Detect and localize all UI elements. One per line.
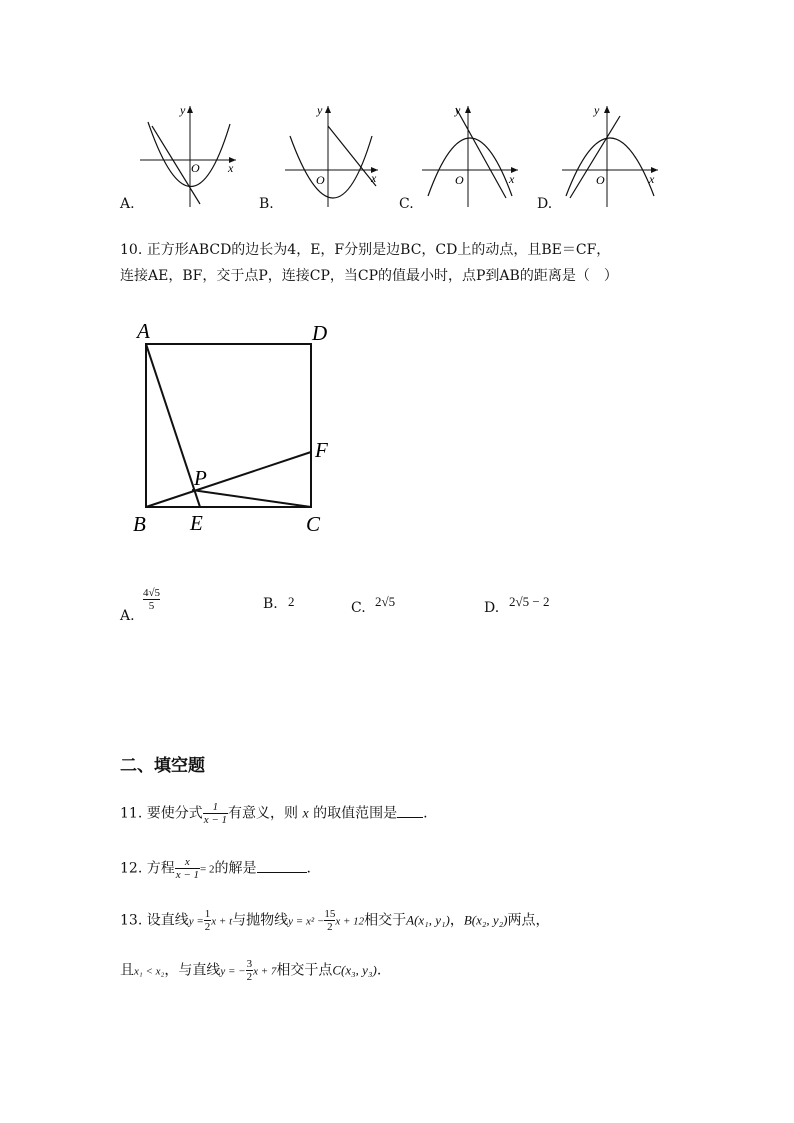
- q10-line-1: 10. 正方形ABCD的边长为4，E，F分别是边BC，CD上的动点，且BE＝CF，: [120, 242, 611, 258]
- graph-a-origin: O: [191, 161, 200, 175]
- graph-b-y-label: y: [317, 103, 323, 117]
- q11-end: .: [423, 805, 428, 822]
- q12-number: 12.: [120, 860, 143, 877]
- q13-line2-lhs: y = −: [220, 965, 246, 978]
- q13-para-frac-num: 15: [324, 908, 336, 920]
- q13-end1: 两点，: [507, 912, 550, 929]
- q13-para-lhs: y = x² −: [288, 915, 325, 928]
- q11-mid: 有意义，则: [228, 805, 299, 822]
- graph-c: [422, 103, 518, 207]
- q10-option-a-numerator: 4√5: [143, 587, 161, 599]
- q10-option-c-value: 2√5: [375, 594, 396, 609]
- q10-option-a-label: A.: [120, 608, 135, 624]
- graph-d: [562, 103, 658, 207]
- q12-frac-den: x − 1: [175, 869, 200, 881]
- q13-line2-post: 相交于点: [276, 962, 333, 979]
- graph-c-y-label: y: [455, 103, 461, 117]
- q11: [120, 801, 428, 826]
- graph-a-y-label: y: [180, 103, 186, 117]
- q10-option-d-label: D.: [484, 600, 500, 616]
- point-p-label: P: [194, 466, 207, 490]
- q13-para-frac-den: 2: [324, 920, 335, 933]
- graph-c-origin: O: [455, 173, 464, 187]
- q10-square-figure: [125, 315, 345, 545]
- q12-pre: 方程: [146, 860, 175, 877]
- q13-line2-mid: ，与直线: [164, 962, 221, 979]
- q13-number: 13.: [120, 912, 143, 929]
- q10-option-a-denominator: 5: [143, 599, 160, 612]
- q11-frac-den: x − 1: [203, 814, 228, 826]
- q9-option-d: D.: [537, 196, 553, 212]
- q13-line2-rhs: x + 7: [253, 965, 277, 978]
- q13-line-1: [120, 908, 550, 933]
- q11-answer-blank[interactable]: [397, 805, 423, 818]
- segment-bf: [146, 452, 311, 507]
- q13-line2-frac-den: 2: [246, 971, 253, 983]
- graph-a: [140, 103, 236, 207]
- q12-post: 的解是: [214, 860, 257, 877]
- q13-sep: ，: [449, 912, 464, 929]
- q13-point-c: C(x₃, y₃): [332, 962, 377, 978]
- point-c-label: C: [306, 512, 321, 536]
- graph-d-origin: O: [596, 173, 605, 187]
- q12-end: .: [306, 860, 311, 877]
- q11-var: x: [302, 806, 309, 822]
- q12-frac-num: x: [184, 856, 190, 868]
- q10-option-b-value: 2: [288, 594, 295, 609]
- q10-option-c-label: C.: [351, 600, 366, 616]
- q13-condition: x₁ < x₂: [134, 965, 165, 978]
- q13-para-fraction: [324, 908, 335, 933]
- point-f-label: F: [315, 438, 328, 462]
- point-e-label: E: [190, 511, 203, 535]
- q9-option-c: C.: [399, 196, 414, 212]
- q13-pre: 设直线: [146, 912, 189, 929]
- segment-pc: [192, 490, 311, 507]
- q10-option-a-value: [143, 587, 173, 612]
- graph-d-y-label: y: [594, 103, 600, 117]
- q10-option-d-value: 2√5 − 2: [509, 594, 550, 609]
- q10-option-b-label: B.: [263, 596, 278, 612]
- graph-b-x-label: x: [371, 171, 377, 185]
- q13-point-a: A(x₁, y₁): [406, 912, 450, 928]
- q13-line-frac-num: 1: [204, 908, 211, 920]
- graph-b: [285, 103, 378, 207]
- point-d-label: D: [312, 321, 328, 345]
- segment-ae: [146, 344, 200, 507]
- q13-end2: .: [376, 962, 382, 979]
- square-abcd: [146, 344, 311, 507]
- q12-eq: = 2: [200, 863, 215, 876]
- graph-b-origin: O: [316, 173, 325, 187]
- point-b-label: B: [133, 512, 146, 536]
- q12: [120, 856, 311, 881]
- graph-d-x-label: x: [649, 172, 655, 186]
- q13-mid1: 与抛物线: [232, 912, 289, 929]
- section-fill-in-title: 二、填空题: [120, 756, 205, 776]
- q13-line2-fraction: [246, 958, 254, 983]
- q13-mid2: 相交于: [364, 912, 407, 929]
- q13-para-rhs: x + 12: [335, 915, 365, 928]
- q9-option-a: A.: [120, 196, 135, 212]
- q13-point-b: B(x₂, y₂): [463, 912, 508, 928]
- q10-line-2: 连接AE，BF，交于点P，连接CP，当CP的值最小时，点P到AB的距离是（ ）: [120, 268, 618, 284]
- q13-line2-frac-num: 3: [246, 958, 253, 970]
- q12-fraction: [175, 856, 200, 881]
- q11-fraction: [203, 801, 228, 826]
- q13-line-frac-den: 2: [204, 921, 211, 933]
- graph-a-x-label: x: [228, 161, 234, 175]
- q11-frac-num: 1: [212, 801, 219, 813]
- q11-pre: 要使分式: [146, 805, 203, 822]
- q11-post: 的取值范围是: [313, 805, 398, 822]
- q9-graphs: [110, 100, 680, 215]
- point-a-label: A: [137, 319, 150, 343]
- q13-line2-pre: 且: [120, 962, 134, 979]
- q12-answer-blank[interactable]: [257, 860, 307, 873]
- q11-number: 11.: [120, 805, 143, 822]
- q9-option-b: B.: [259, 196, 274, 212]
- q13-line-rhs: x + t: [211, 915, 233, 928]
- graph-c-x-label: x: [509, 172, 515, 186]
- q13-line-2: [120, 958, 381, 983]
- q13-line-lhs: y =: [188, 915, 204, 928]
